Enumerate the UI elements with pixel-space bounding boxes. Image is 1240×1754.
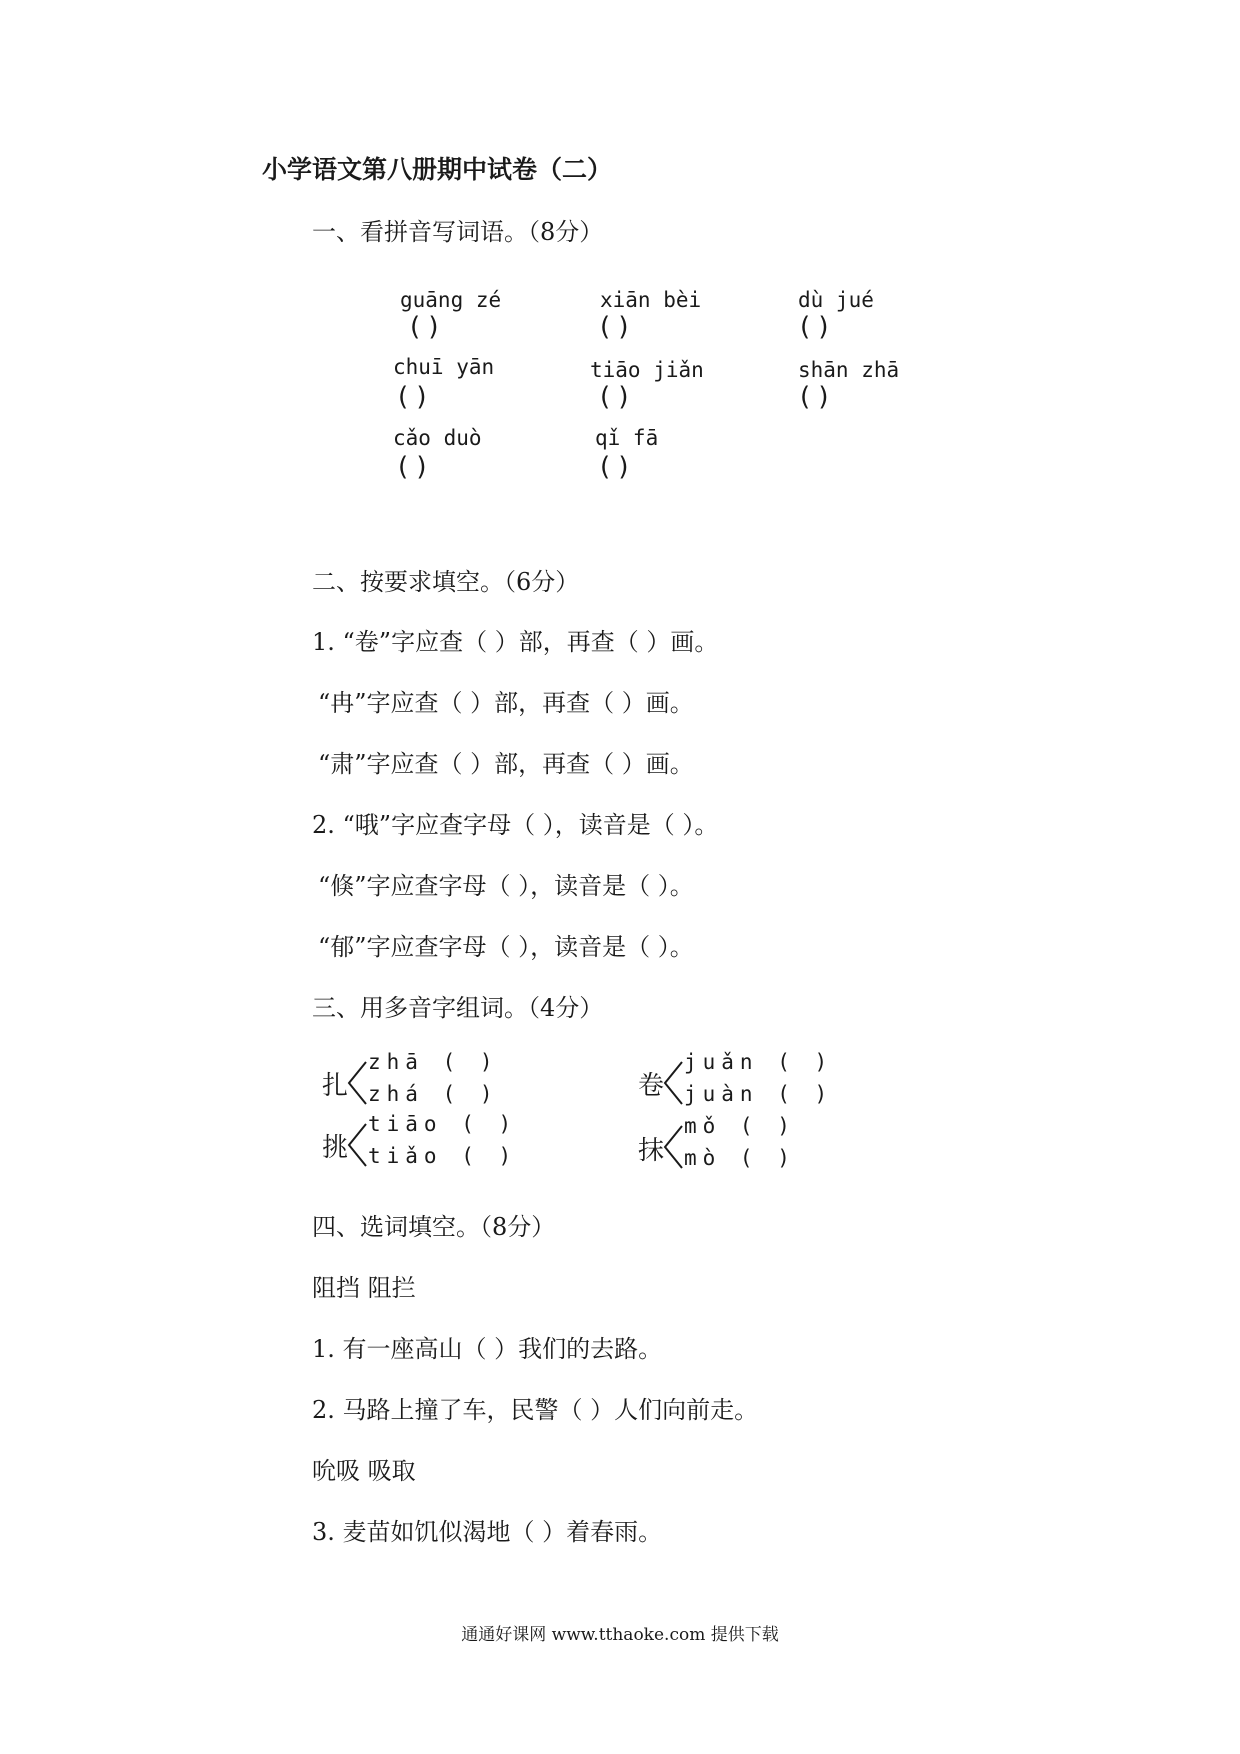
- pinyin-item: chuī yān: [393, 355, 495, 379]
- pinyin-item: shān zhā: [798, 358, 900, 382]
- word-choices: 阻挡 阻拦: [312, 1274, 416, 1302]
- brace-icon: [346, 1120, 368, 1170]
- answer-blank: ( ): [398, 382, 427, 412]
- pinyin-item: cǎo duò: [393, 426, 482, 450]
- pinyin-item: qǐ fā: [595, 426, 659, 450]
- polyphone-char: 扎: [322, 1071, 349, 1101]
- polyphone-reading: juàn ( ): [684, 1082, 834, 1106]
- question-line: 2. “哦”字应查字母（ ），读音是（ ）。: [312, 811, 719, 839]
- pinyin-item: xiān bèi: [600, 288, 702, 312]
- polyphone-reading: mò ( ): [684, 1146, 796, 1170]
- polyphone-reading: mǒ ( ): [684, 1114, 796, 1138]
- brace-icon: [662, 1058, 684, 1108]
- answer-blank: ( ): [600, 382, 629, 412]
- answer-blank: ( ): [410, 312, 439, 342]
- word-choices: 吮吸 吸取: [312, 1457, 416, 1485]
- question-line: 3. 麦苗如饥似渴地（ ）着春雨。: [312, 1518, 663, 1546]
- page-title: 小学语文第八册期中试卷（二）: [262, 155, 613, 184]
- question-line: “郁”字应查字母（ ），读音是（ ）。: [318, 933, 694, 961]
- polyphone-reading: juǎn ( ): [684, 1050, 834, 1074]
- brace-icon: [346, 1058, 368, 1108]
- brace-icon: [662, 1122, 684, 1172]
- section-4-heading: 四、选词填空。（8分）: [312, 1213, 556, 1241]
- polyphone-reading: zhā ( ): [368, 1050, 499, 1074]
- answer-blank: ( ): [600, 312, 629, 342]
- polyphone-char: 抹: [638, 1136, 665, 1166]
- polyphone-char: 挑: [322, 1133, 349, 1163]
- answer-blank: ( ): [800, 312, 829, 342]
- pinyin-item: dù jué: [798, 288, 874, 312]
- answer-blank: ( ): [600, 452, 629, 482]
- page-footer: 通通好课网 www.tthaoke.com 提供下载: [461, 1625, 779, 1645]
- pinyin-item: tiāo jiǎn: [590, 358, 704, 382]
- pinyin-item: guāng zé: [400, 288, 502, 312]
- question-line: 2. 马路上撞了车，民警（ ）人们向前走。: [312, 1396, 759, 1424]
- section-2-heading: 二、按要求填空。（6分）: [312, 568, 580, 596]
- section-1-heading: 一、看拼音写词语。（8分）: [312, 218, 604, 246]
- question-line: 1. 有一座高山（ ）我们的去路。: [312, 1335, 663, 1363]
- polyphone-char: 卷: [638, 1071, 665, 1101]
- polyphone-reading: tiāo ( ): [368, 1112, 518, 1136]
- answer-blank: ( ): [800, 382, 829, 412]
- section-3-heading: 三、用多音字组词。（4分）: [312, 994, 604, 1022]
- answer-blank: ( ): [398, 452, 427, 482]
- question-line: “冉”字应查（ ）部，再查（ ）画。: [318, 689, 694, 717]
- question-line: “倏”字应查字母（ ），读音是（ ）。: [318, 872, 694, 900]
- question-line: “肃”字应查（ ）部，再查（ ）画。: [318, 750, 694, 778]
- polyphone-reading: tiǎo ( ): [368, 1144, 518, 1168]
- polyphone-reading: zhá ( ): [368, 1082, 499, 1106]
- question-line: 1. “卷”字应查（ ）部，再查（ ）画。: [312, 628, 719, 656]
